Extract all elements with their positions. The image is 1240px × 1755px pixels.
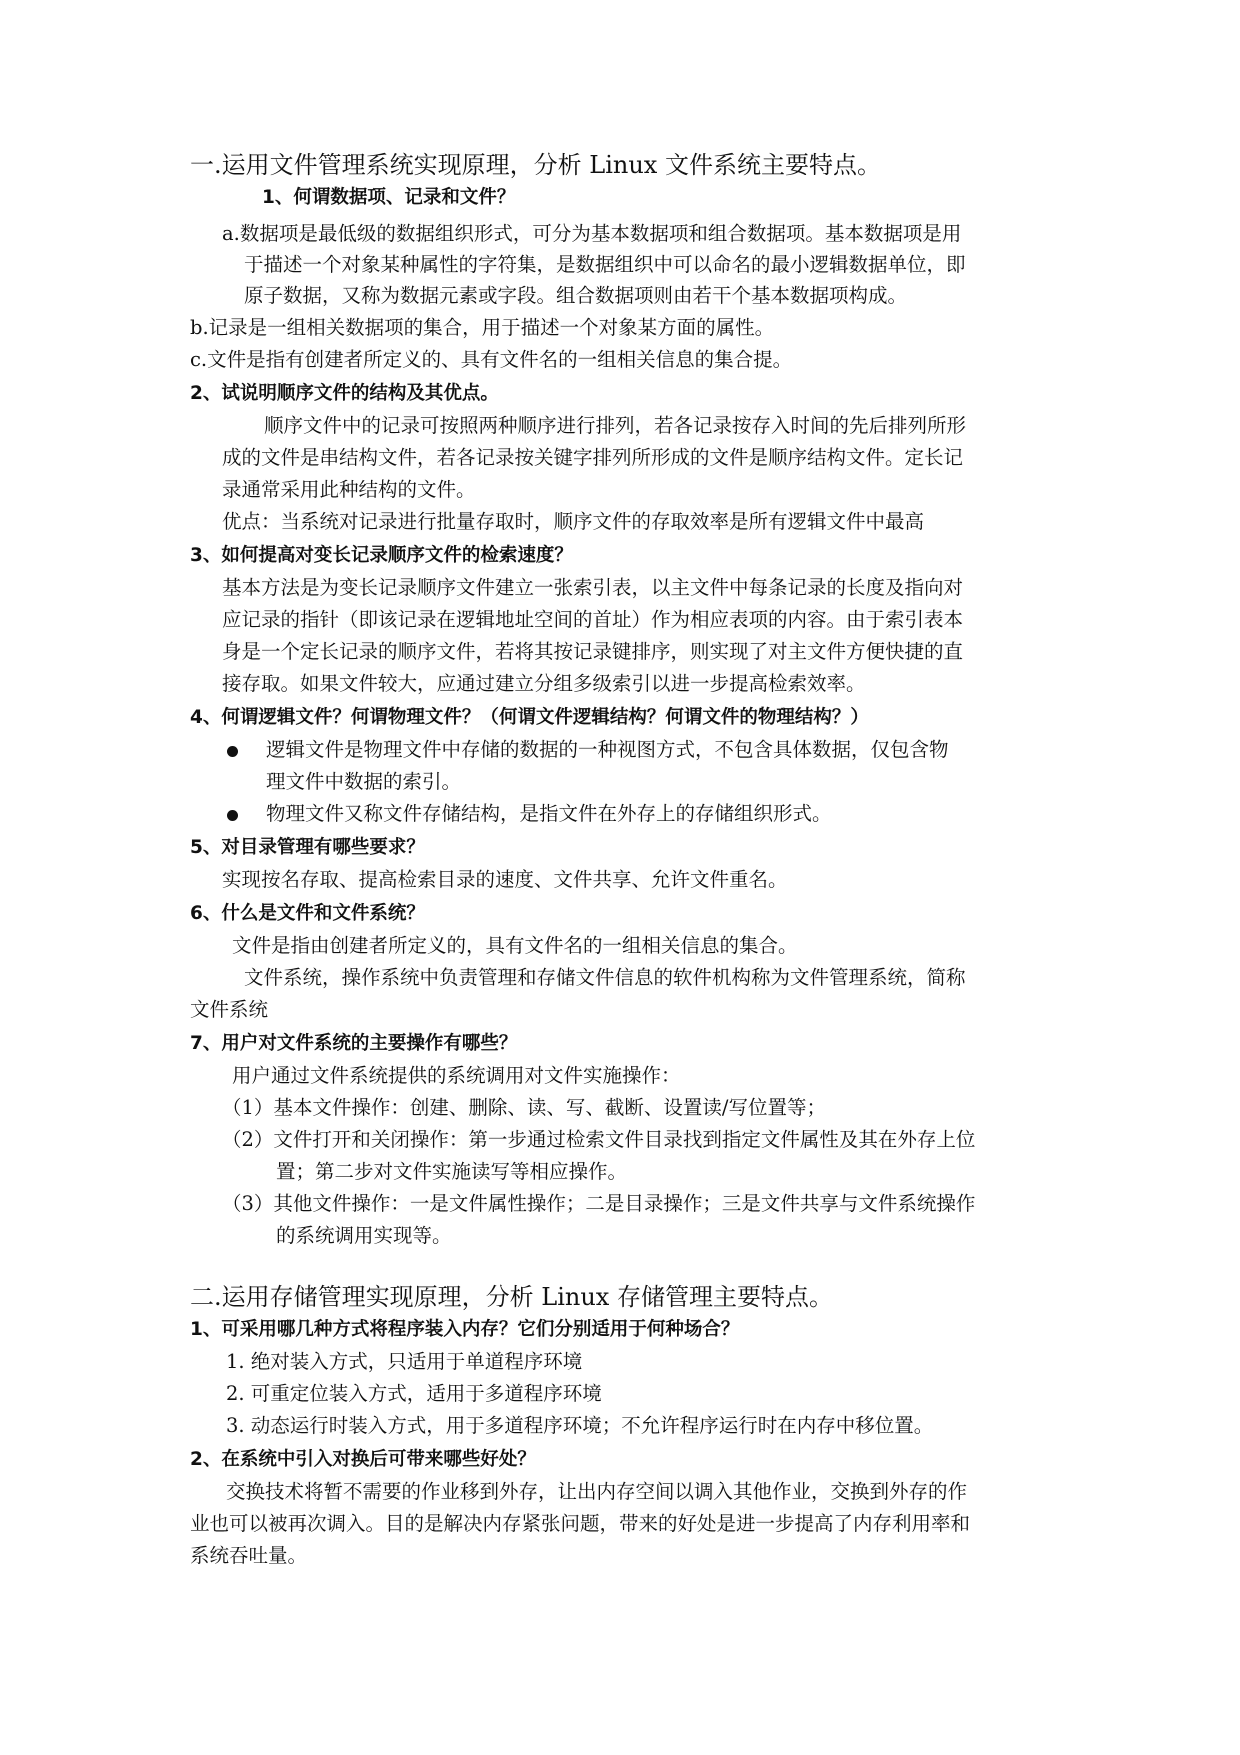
list-item: 1. 绝对装入方式，只适用于单道程序环境 (226, 1350, 583, 1373)
answer-line: 文件系统 (190, 998, 269, 1021)
question-heading: 4、何谓逻辑文件？何谓物理文件？（何谓文件逻辑结构？何谓文件的物理结构？） (190, 707, 869, 728)
list-item: （2）文件打开和关闭操作：第一步通过检索文件目录找到指定文件属性及其在外存上位 (222, 1128, 976, 1151)
answer-line: 实现按名存取、提高检索目录的速度、文件共享、允许文件重名。 (222, 868, 788, 891)
answer-line: 应记录的指针（即该记录在逻辑地址空间的首址）作为相应表项的内容。由于索引表本 (222, 608, 964, 631)
list-item: 3. 动态运行时装入方式，用于多道程序环境；不允许程序运行时在内存中移位置。 (226, 1414, 934, 1437)
answer-line: 顺序文件中的记录可按照两种顺序进行排列，若各记录按存入时间的先后排列所形 (264, 414, 967, 437)
question-heading: 1、可采用哪几种方式将程序装入内存？它们分别适用于何种场合？ (190, 1319, 740, 1340)
answer-line: 用户通过文件系统提供的系统调用对文件实施操作： (232, 1064, 681, 1087)
question-heading: 7、用户对文件系统的主要操作有哪些？ (190, 1033, 518, 1054)
bullet-icon (227, 810, 238, 821)
answer-line: 系统吞吐量。 (190, 1544, 308, 1567)
question-heading: 5、对目录管理有哪些要求？ (190, 837, 425, 858)
bullet-icon (227, 746, 238, 757)
answer-line: 接存取。如果文件较大，应通过建立分组多级索引以进一步提高检索效率。 (222, 672, 866, 695)
answer-line: 原子数据，又称为数据元素或字段。组合数据项则由若干个基本数据项构成。 (244, 284, 908, 307)
section-title: 二.运用存储管理实现原理，分析 Linux 存储管理主要特点。 (190, 1283, 833, 1311)
answer-line: 录通常采用此种结构的文件。 (222, 478, 476, 501)
question-heading: 6、什么是文件和文件系统？ (190, 903, 425, 924)
question-heading: 2、在系统中引入对换后可带来哪些好处？ (190, 1449, 536, 1470)
answer-line: 成的文件是串结构文件，若各记录按关键字排列所形成的文件是顺序结构文件。定长记 (222, 446, 964, 469)
answer-line: b.记录是一组相关数据项的集合，用于描述一个对象某方面的属性。 (190, 316, 775, 339)
answer-line: c.文件是指有创建者所定义的、具有文件名的一组相关信息的集合提。 (190, 348, 793, 371)
list-item: 的系统调用实现等。 (276, 1224, 452, 1247)
answer-line: 优点：当系统对记录进行批量存取时，顺序文件的存取效率是所有逻辑文件中最高 (222, 510, 925, 533)
answer-line: 逻辑文件是物理文件中存储的数据的一种视图方式，不包含具体数据，仅包含物 (266, 738, 949, 761)
answer-line: 于描述一个对象某种属性的字符集，是数据组织中可以命名的最小逻辑数据单位，即 (244, 253, 966, 276)
answer-line: 基本方法是为变长记录顺序文件建立一张索引表，以主文件中每条记录的长度及指向对 (222, 576, 964, 599)
answer-line: 身是一个定长记录的顺序文件，若将其按记录键排序，则实现了对主文件方便快捷的直 (222, 640, 964, 663)
question-heading: 1、何谓数据项、记录和文件？ (262, 187, 516, 208)
list-item: 置；第二步对文件实施读写等相应操作。 (276, 1160, 628, 1183)
section-title: 一.运用文件管理系统实现原理，分析 Linux 文件系统主要特点。 (190, 151, 881, 179)
list-item: （1）基本文件操作：创建、删除、读、写、截断、设置读/写位置等； (222, 1096, 826, 1119)
question-heading: 3、如何提高对变长记录顺序文件的检索速度？ (190, 545, 573, 566)
answer-line: 业也可以被再次调入。目的是解决内存紧张问题，带来的好处是进一步提高了内存利用率和 (190, 1512, 971, 1535)
list-item: 2. 可重定位装入方式，适用于多道程序环境 (226, 1382, 602, 1405)
answer-line: 理文件中数据的索引。 (266, 770, 462, 793)
question-heading: 2、试说明顺序文件的结构及其优点。 (190, 383, 499, 404)
answer-line: a.数据项是最低级的数据组织形式，可分为基本数据项和组合数据项。基本数据项是用 (222, 222, 962, 245)
list-item: （3）其他文件操作：一是文件属性操作；二是目录操作；三是文件共享与文件系统操作 (222, 1192, 976, 1215)
answer-line: 文件是指由创建者所定义的，具有文件名的一组相关信息的集合。 (232, 934, 798, 957)
answer-line: 文件系统，操作系统中负责管理和存储文件信息的软件机构称为文件管理系统，简称 (244, 966, 966, 989)
answer-line: 物理文件又称文件存储结构，是指文件在外存上的存储组织形式。 (266, 802, 832, 825)
answer-line: 交换技术将暂不需要的作业移到外存，让出内存空间以调入其他作业，交换到外存的作 (226, 1480, 968, 1503)
